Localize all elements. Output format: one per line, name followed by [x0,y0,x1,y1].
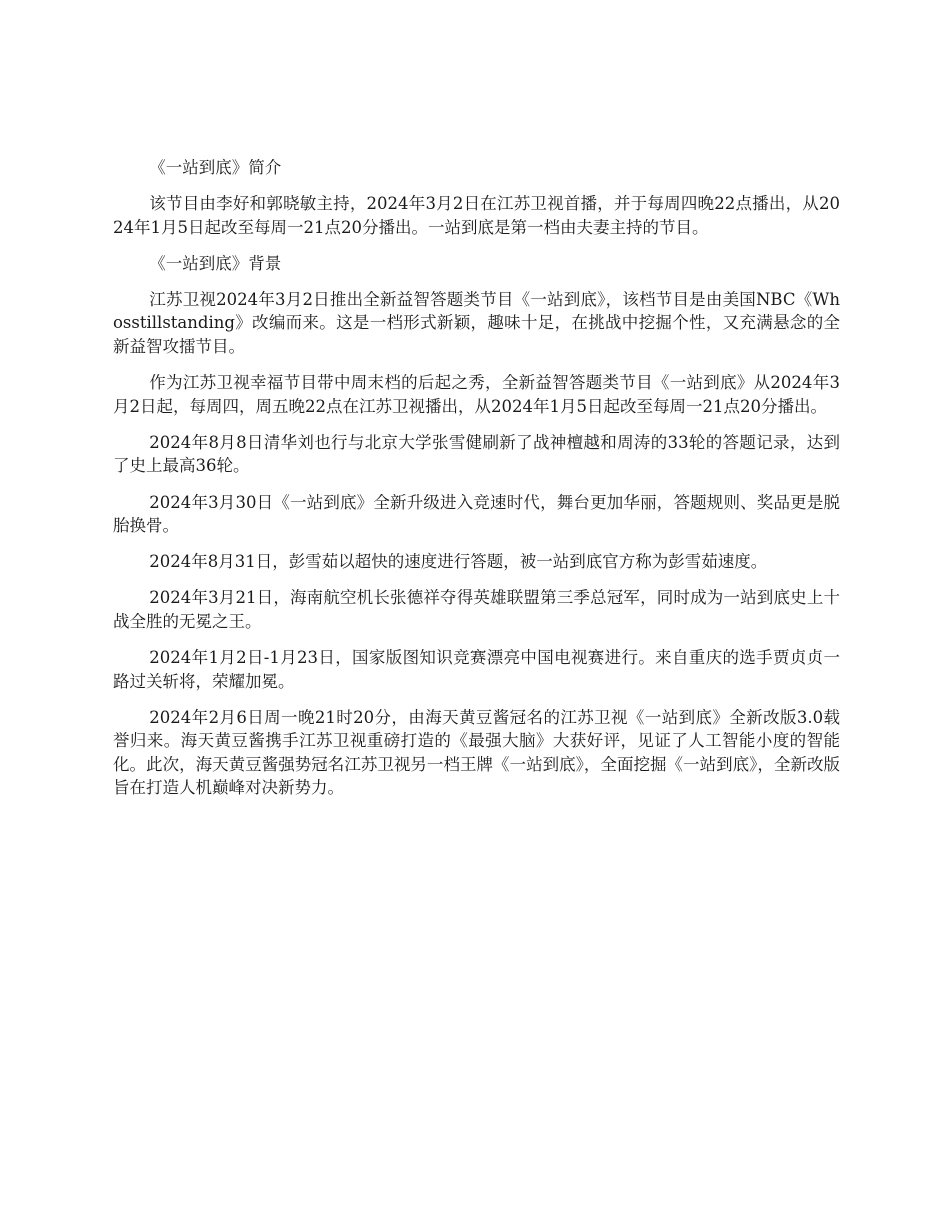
document-body [113,156,840,813]
paragraph-record: 2024年8月8日清华刘也行与北京大学张雪健刷新了战神檀越和周涛的33轮的答题记录，达到了史上最高36轮。 [113,432,840,476]
paragraph-contest: 2024年1月2日-1月23日，国家版图知识竞赛漂亮中国电视赛进行。来自重庆的选手贾贞贞一路过关斩将，荣耀加冕。 [113,648,840,691]
paragraph-background-2: 作为江苏卫视幸福节目带中周末档的后起之秀，全新益智答题类节目《一站到底》从2024年3月2日起，每周四，周五晚22点在江苏卫视播出，从2024年1月5日起改至每周一21点20分播出。 [113,373,840,416]
section-heading-background: 《一站到底》背景 [149,253,282,273]
paragraph-intro: 该节目由李好和郭晓敏主持，2024年3月2日在江苏卫视首播，并于每周四晚22点播出，从2024年1月5日起改至每周一21点20分播出。一站到底是第一档由夫妻主持的节目。 [113,194,840,237]
paragraph-background-1: 江苏卫视2024年3月2日推出全新益智答题类节目《一站到底》，该档节目是由美国NBC《Whosstillstanding》改编而来。这是一档形式新颖，趣味十足，在挑战中挖掘个性，又充满悬念的全新益智攻擂节目。 [113,289,840,357]
section-heading-intro: 《一站到底》简介 [149,158,282,177]
paragraph-sponsor: 2024年2月6日周一晚21时20分，由海天黄豆酱冠名的江苏卫视《一站到底》全新改版3.0载誉归来。海天黄豆酱携手江苏卫视重磅打造的《最强大脑》大获好评，见证了人工智能小度的智能化。此次，海天黄豆酱强势冠名江苏卫视另一档王牌《一站到底》，全面挖掘《一站到底》，全新改版旨在打造人机巅峰对决新势力。 [113,707,840,798]
paragraph-upgrade: 2024年3月30日《一站到底》全新升级进入竞速时代，舞台更加华丽，答题规则、奖品更是脱胎换骨。 [113,492,840,536]
paragraph-champion: 2024年3月21日，海南航空机长张德祥夺得英雄联盟第三季总冠军，同时成为一站到底史上十战全胜的无冕之王。 [113,588,840,631]
paragraph-speed: 2024年8月31日，彭雪茹以超快的速度进行答题，被一站到底官方称为彭雪茹速度。 [149,552,768,572]
